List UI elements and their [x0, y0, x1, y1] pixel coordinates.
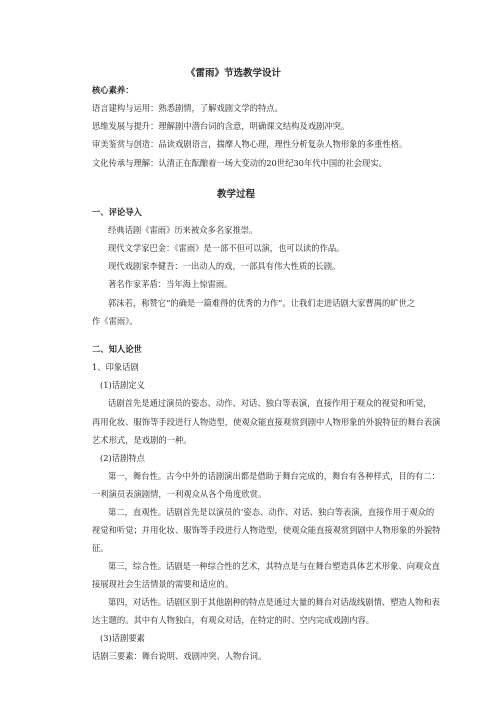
section-heading: 一、评论导入: [92, 207, 142, 217]
paragraph-line: 再用化妆、服饰等手段进行人物造型，使观众能直接观赏到剧中人物形象的外貌特征的舞台表演: [92, 417, 441, 427]
item-label: (2)话剧特点: [100, 453, 145, 463]
paragraph-line: 现代文学家巴金：《雷雨》是一部不但可以演，也可以读的作品。: [108, 243, 345, 253]
paragraph-line: 征。: [92, 543, 109, 553]
paragraph-line: 达主题的。其中有人物独白，有观众对话，在特定的时、空内完成戏剧内容。: [92, 615, 375, 625]
section-heading: 二、知人论世: [92, 344, 142, 354]
core-literacy-item: 语言建构与运用：熟悉剧情，了解戏剧文学的特点。: [92, 103, 283, 113]
paragraph-line: 郭沫若，称赞它“的确是一篇难得的优秀的力作”。让我们走进话剧大家曹禺的旷世之: [108, 298, 416, 308]
paragraph-line: 第二，直观性。话剧首先是以演员的‘姿态、动作、对话、独白等表演，直接作用于观众的: [108, 507, 435, 517]
paragraph-line: 第一，舞台性。古今中外的话剧演出都是借助于舞台完成的，舞台有各种样式，目的有二：: [108, 471, 440, 481]
paragraph-line: 作《雷雨》。: [92, 316, 138, 326]
paragraph-line: 一利演员表演剧情，一利观众从各个角度欣赏。: [92, 489, 267, 499]
paragraph-line: 接展现社会生活情景的需要和适应的。: [92, 579, 234, 589]
paragraph-line: 话剧首先是通过演员的姿态、动作、对话、独白等表演，直接作用于观众的视觉和听觉，: [108, 398, 432, 408]
core-literacy-item: 思维发展与提升：理解剧中潜台词的含意，明确课文结构及戏剧冲突。: [92, 121, 350, 131]
paragraph-line: 话剧三要素：舞台说明、戏剧冲突、人物台词。: [92, 651, 267, 661]
document-title: 《雷雨》节选教学设计: [186, 68, 282, 79]
item-label: (1)话剧定义: [100, 380, 145, 390]
core-literacy-item: 审美鉴赏与创造：品读戏剧语言，揣摩人物心理，理性分析复杂人物形象的多重性格。: [92, 139, 408, 149]
item-label: (3)话剧要素: [100, 633, 145, 643]
paragraph-line: 视觉和听觉；并用化妆、服饰等手段进行人物造型，使观众能直接观赏到剧中人物形象的外貌特: [92, 525, 441, 535]
core-literacy-item: 文化传承与理解：认清正在酝酿着一场大变动的20世纪30年代中国的社会现实。: [92, 158, 387, 168]
subsection-heading: 1、印象话剧: [92, 362, 139, 372]
paragraph-line: 艺术形式，是戏剧的一种。: [92, 435, 192, 445]
process-title: 教学过程: [217, 189, 256, 200]
paragraph-line: 第四，对话性。话剧区别于其他剧种的特点是通过大量的舞台对话战线剧情、塑造人物和表: [108, 597, 440, 607]
paragraph-line: 现代戏剧家李健吾：一出动人的戏，一部具有伟大性质的长剧。: [108, 261, 341, 271]
paragraph-line: 著名作家茅盾：当年海上惊雷雨。: [108, 279, 233, 289]
paragraph-line: 第三，综合性。话剧是一种综合性的艺术，其特点是与在舞台塑造具体艺术形象、向观众直: [108, 561, 440, 571]
core-literacy-heading: 核心素养：: [92, 85, 134, 95]
paragraph-line: 经典话剧《雷雨》历来被众多名家推崇。: [108, 225, 258, 235]
